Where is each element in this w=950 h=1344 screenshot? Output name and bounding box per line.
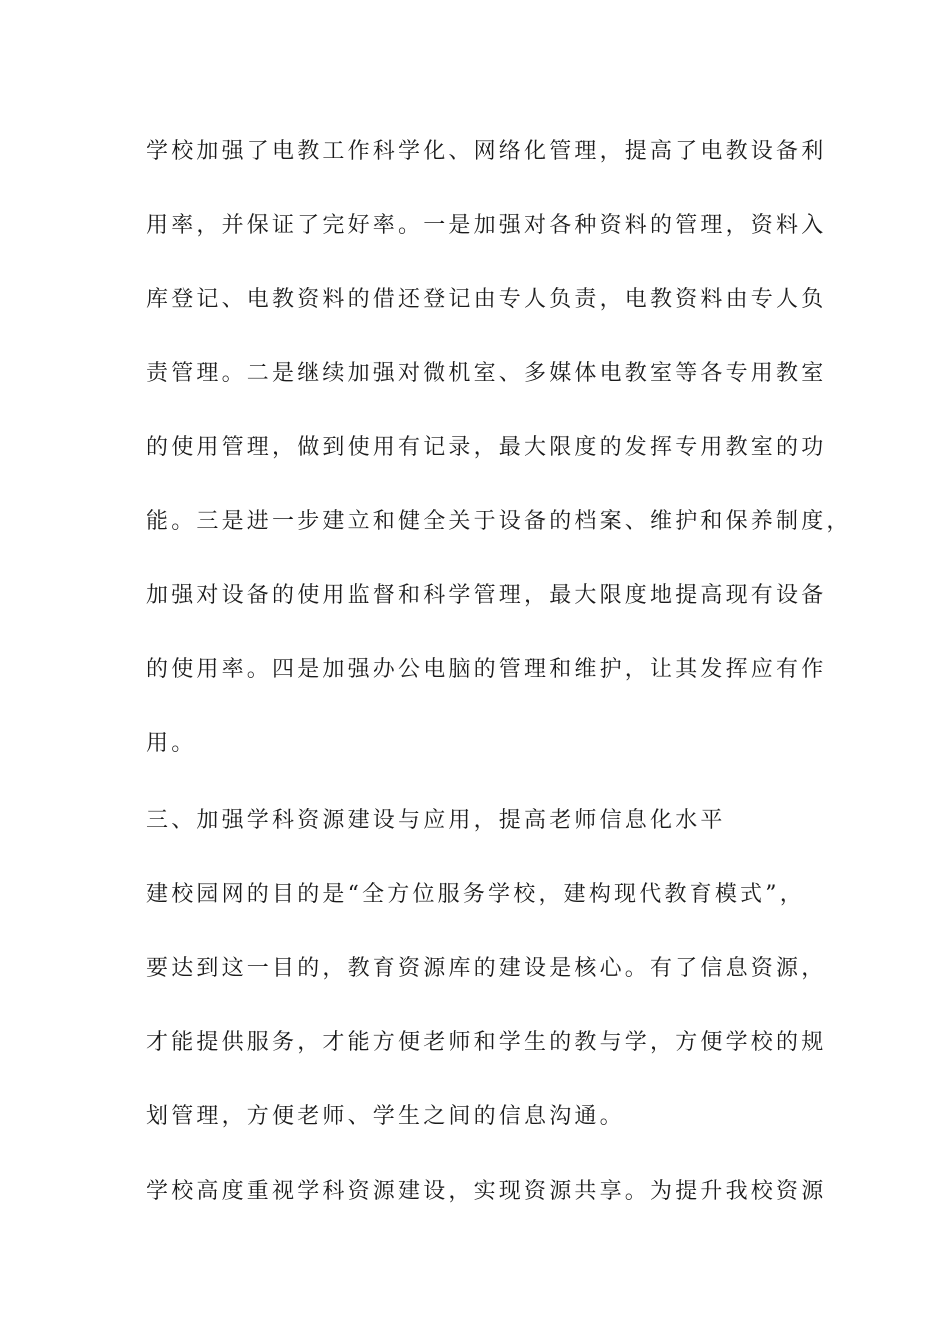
text-line: 责管理。二是继续加强对微机室、多媒体电教室等各专用教室 xyxy=(146,361,827,386)
text-line: 建校园网的目的是“全方位服务学校，建构现代教育模式”， xyxy=(146,882,805,907)
text-line: 能。三是进一步建立和健全关于设备的档案、维护和保养制度， xyxy=(146,509,852,534)
section-heading: 三、加强学科资源建设与应用，提高老师信息化水平 xyxy=(146,808,726,833)
text-line: 学校加强了电教工作科学化、网络化管理，提高了电教设备利 xyxy=(146,139,827,164)
text-line: 要达到这一目的，教育资源库的建设是核心。有了信息资源， xyxy=(146,956,827,981)
text-line: 加强对设备的使用监督和科学管理，最大限度地提高现有设备 xyxy=(146,583,827,608)
text-line: 才能提供服务，才能方便老师和学生的教与学，方便学校的规 xyxy=(146,1030,827,1055)
text-line: 库登记、电教资料的借还登记由专人负责，电教资料由专人负 xyxy=(146,287,827,312)
text-line: 的使用管理，做到使用有记录，最大限度的发挥专用教室的功 xyxy=(146,435,827,460)
text-line: 用。 xyxy=(146,731,197,756)
text-line: 的使用率。四是加强办公电脑的管理和维护，让其发挥应有作 xyxy=(146,657,827,682)
text-line: 用率，并保证了完好率。一是加强对各种资料的管理，资料入 xyxy=(146,213,827,238)
text-line: 学校高度重视学科资源建设，实现资源共享。为提升我校资源 xyxy=(146,1179,827,1204)
text-line: 划管理，方便老师、学生之间的信息沟通。 xyxy=(146,1104,625,1129)
